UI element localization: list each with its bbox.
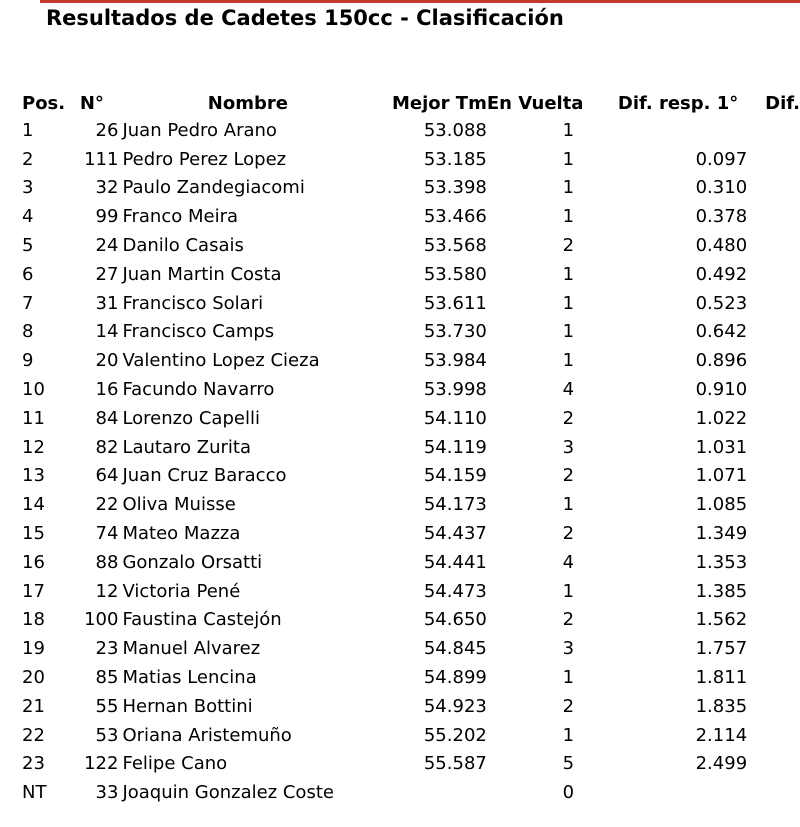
cell-lap: 2 bbox=[562, 235, 575, 257]
cell-no: 111 bbox=[84, 148, 119, 170]
cell-name[interactable]: Lorenzo Capelli bbox=[122, 407, 260, 429]
table-row bbox=[22, 231, 800, 260]
cell-lap: 1 bbox=[562, 206, 575, 228]
cell-no: 55 bbox=[95, 695, 119, 717]
cell-best: 53.611 bbox=[423, 292, 487, 314]
table-row bbox=[22, 433, 800, 462]
cell-lap: 2 bbox=[562, 465, 575, 487]
cell-pos: 19 bbox=[22, 638, 45, 660]
cell-dif bbox=[765, 692, 800, 721]
cell-dif bbox=[765, 116, 800, 145]
table-row bbox=[22, 663, 800, 692]
header-pos: Pos. bbox=[22, 92, 66, 114]
cell-pos: 10 bbox=[22, 379, 45, 401]
cell-pos: 23 bbox=[22, 753, 45, 775]
cell-dif bbox=[765, 778, 800, 807]
cell-lap: 3 bbox=[562, 436, 575, 458]
cell-best: 54.923 bbox=[423, 695, 487, 717]
cell-no: 85 bbox=[95, 667, 119, 689]
table-row bbox=[22, 548, 800, 577]
cell-dif1: 0.910 bbox=[695, 379, 748, 401]
table-header-row bbox=[22, 90, 800, 116]
cell-pos: 20 bbox=[22, 667, 45, 689]
table-row bbox=[22, 462, 800, 491]
cell-dif bbox=[765, 663, 800, 692]
cell-name[interactable]: Oliva Muisse bbox=[122, 494, 236, 516]
cell-name[interactable]: Paulo Zandegiacomi bbox=[122, 177, 305, 199]
cell-pos: 3 bbox=[22, 177, 34, 199]
cell-no: 84 bbox=[95, 407, 119, 429]
cell-dif bbox=[765, 548, 800, 577]
cell-lap: 1 bbox=[562, 263, 575, 285]
cell-pos: NT bbox=[22, 782, 47, 804]
cell-dif bbox=[765, 462, 800, 491]
cell-best: 53.998 bbox=[423, 379, 487, 401]
cell-no: 122 bbox=[84, 753, 119, 775]
cell-dif1 bbox=[618, 116, 765, 145]
cell-dif bbox=[765, 289, 800, 318]
cell-no: 27 bbox=[95, 263, 119, 285]
header-dif: Dif. bbox=[765, 92, 800, 114]
cell-dif bbox=[765, 606, 800, 635]
cell-dif1: 2.114 bbox=[695, 724, 748, 746]
cell-dif bbox=[765, 145, 800, 174]
table-row bbox=[22, 750, 800, 779]
table-row bbox=[22, 721, 800, 750]
table-row bbox=[22, 145, 800, 174]
cell-best: 54.119 bbox=[423, 436, 487, 458]
cell-dif bbox=[765, 519, 800, 548]
cell-pos: 5 bbox=[22, 235, 34, 257]
cell-dif bbox=[765, 721, 800, 750]
cell-pos: 9 bbox=[22, 350, 34, 372]
table-row bbox=[22, 490, 800, 519]
cell-lap: 4 bbox=[562, 551, 575, 573]
cell-pos: 1 bbox=[22, 119, 34, 141]
cell-best: 53.984 bbox=[423, 350, 487, 372]
cell-dif bbox=[765, 318, 800, 347]
cell-dif1 bbox=[618, 778, 765, 807]
cell-no: 22 bbox=[95, 494, 119, 516]
cell-name[interactable]: Franco Meira bbox=[122, 206, 239, 228]
table-row bbox=[22, 116, 800, 145]
cell-dif1: 0.310 bbox=[695, 177, 748, 199]
cell-dif bbox=[765, 433, 800, 462]
top-rule bbox=[40, 0, 800, 3]
cell-no: 20 bbox=[95, 350, 119, 372]
cell-pos: 2 bbox=[22, 148, 34, 170]
cell-dif bbox=[765, 174, 800, 203]
cell-dif bbox=[765, 202, 800, 231]
cell-pos: 18 bbox=[22, 609, 45, 631]
cell-pos: 15 bbox=[22, 523, 45, 545]
cell-dif1: 2.499 bbox=[695, 753, 748, 775]
results-table bbox=[22, 90, 800, 807]
cell-no: 31 bbox=[95, 292, 119, 314]
cell-pos: 22 bbox=[22, 724, 45, 746]
cell-name[interactable]: Danilo Casais bbox=[122, 235, 244, 257]
cell-dif1: 1.349 bbox=[695, 523, 748, 545]
table-row bbox=[22, 606, 800, 635]
cell-name[interactable]: Faustina Castejón bbox=[122, 609, 282, 631]
cell-lap: 4 bbox=[562, 379, 575, 401]
cell-name[interactable]: Hernan Bottini bbox=[122, 695, 253, 717]
cell-name[interactable]: Felipe Cano bbox=[122, 753, 228, 775]
cell-name[interactable]: Francisco Solari bbox=[122, 292, 264, 314]
cell-lap: 1 bbox=[562, 148, 575, 170]
cell-lap: 2 bbox=[562, 609, 575, 631]
cell-no: 26 bbox=[95, 119, 119, 141]
cell-pos: 14 bbox=[22, 494, 45, 516]
cell-no: 99 bbox=[95, 206, 119, 228]
cell-pos: 4 bbox=[22, 206, 34, 228]
cell-best bbox=[377, 778, 487, 807]
cell-lap: 2 bbox=[562, 523, 575, 545]
cell-lap: 1 bbox=[562, 494, 575, 516]
cell-best: 54.173 bbox=[423, 494, 487, 516]
cell-best: 53.580 bbox=[423, 263, 487, 285]
cell-best: 54.473 bbox=[423, 580, 487, 602]
cell-name[interactable]: Gonzalo Orsatti bbox=[122, 551, 263, 573]
cell-pos: 8 bbox=[22, 321, 34, 343]
cell-dif bbox=[765, 750, 800, 779]
cell-pos: 16 bbox=[22, 551, 45, 573]
cell-no: 53 bbox=[95, 724, 119, 746]
cell-dif1: 1.022 bbox=[695, 407, 748, 429]
cell-no: 16 bbox=[95, 379, 119, 401]
table-row bbox=[22, 174, 800, 203]
cell-dif1: 1.031 bbox=[695, 436, 748, 458]
cell-lap: 2 bbox=[562, 695, 575, 717]
cell-dif bbox=[765, 490, 800, 519]
cell-lap: 3 bbox=[562, 638, 575, 660]
header-no: N° bbox=[79, 92, 104, 114]
cell-dif bbox=[765, 634, 800, 663]
cell-lap: 1 bbox=[562, 119, 575, 141]
cell-best: 53.398 bbox=[423, 177, 487, 199]
cell-dif1: 1.071 bbox=[695, 465, 748, 487]
cell-name[interactable]: Mateo Mazza bbox=[122, 523, 241, 545]
header-lap: En Vuelta bbox=[486, 92, 584, 114]
cell-lap: 1 bbox=[562, 724, 575, 746]
cell-no: 23 bbox=[95, 638, 119, 660]
table-row bbox=[22, 519, 800, 548]
cell-dif bbox=[765, 231, 800, 260]
cell-name[interactable]: Francisco Camps bbox=[122, 321, 275, 343]
cell-no: 24 bbox=[95, 235, 119, 257]
cell-name[interactable]: Pedro Perez Lopez bbox=[122, 148, 287, 170]
cell-no: 14 bbox=[95, 321, 119, 343]
table-row bbox=[22, 260, 800, 289]
table-row bbox=[22, 404, 800, 433]
cell-dif bbox=[765, 577, 800, 606]
cell-dif1: 0.480 bbox=[695, 235, 748, 257]
table-row bbox=[22, 634, 800, 663]
cell-name[interactable]: Joaquin Gonzalez Coste bbox=[122, 782, 334, 804]
cell-best: 54.899 bbox=[423, 667, 487, 689]
cell-best: 53.466 bbox=[423, 206, 487, 228]
cell-lap: 1 bbox=[562, 292, 575, 314]
cell-dif1: 1.353 bbox=[695, 551, 748, 573]
cell-name[interactable]: Manuel Alvarez bbox=[122, 638, 261, 660]
cell-dif1: 1.757 bbox=[695, 638, 748, 660]
cell-best: 55.202 bbox=[423, 724, 487, 746]
cell-best: 53.568 bbox=[423, 235, 487, 257]
cell-lap: 1 bbox=[562, 321, 575, 343]
cell-dif1: 0.896 bbox=[695, 350, 748, 372]
cell-dif1: 0.523 bbox=[695, 292, 748, 314]
table-row bbox=[22, 778, 800, 807]
cell-dif bbox=[765, 260, 800, 289]
cell-dif1: 0.097 bbox=[695, 148, 748, 170]
cell-pos: 6 bbox=[22, 263, 34, 285]
cell-best: 54.159 bbox=[423, 465, 487, 487]
cell-lap: 1 bbox=[562, 350, 575, 372]
cell-best: 54.110 bbox=[423, 407, 487, 429]
cell-best: 53.730 bbox=[423, 321, 487, 343]
cell-no: 88 bbox=[95, 551, 119, 573]
cell-name[interactable]: Juan Martin Costa bbox=[122, 263, 282, 285]
cell-dif1: 1.085 bbox=[695, 494, 748, 516]
table-row bbox=[22, 692, 800, 721]
cell-lap: 1 bbox=[562, 177, 575, 199]
cell-best: 53.088 bbox=[423, 119, 487, 141]
cell-pos: 11 bbox=[22, 407, 45, 429]
cell-name[interactable]: Valentino Lopez Cieza bbox=[122, 350, 320, 372]
cell-name[interactable]: Facundo Navarro bbox=[122, 379, 275, 401]
cell-no: 12 bbox=[95, 580, 119, 602]
cell-lap: 1 bbox=[562, 580, 575, 602]
cell-dif1: 0.378 bbox=[695, 206, 748, 228]
cell-name[interactable]: Oriana Aristemuño bbox=[122, 724, 292, 746]
cell-pos: 17 bbox=[22, 580, 45, 602]
cell-lap: 0 bbox=[562, 782, 575, 804]
cell-pos: 12 bbox=[22, 436, 45, 458]
cell-dif bbox=[765, 375, 800, 404]
cell-dif1: 1.811 bbox=[695, 667, 748, 689]
cell-best: 54.845 bbox=[423, 638, 487, 660]
cell-dif1: 1.385 bbox=[695, 580, 748, 602]
cell-pos: 21 bbox=[22, 695, 45, 717]
cell-best: 53.185 bbox=[423, 148, 487, 170]
cell-no: 33 bbox=[95, 782, 119, 804]
cell-dif bbox=[765, 404, 800, 433]
cell-best: 55.587 bbox=[423, 753, 487, 775]
cell-no: 74 bbox=[95, 523, 119, 545]
cell-name[interactable]: Victoria Pené bbox=[122, 580, 241, 602]
header-name: Nombre bbox=[207, 92, 288, 114]
cell-name[interactable]: Matias Lencina bbox=[122, 667, 257, 689]
cell-name[interactable]: Juan Cruz Baracco bbox=[122, 465, 287, 487]
table-row bbox=[22, 346, 800, 375]
cell-dif1: 0.492 bbox=[695, 263, 748, 285]
header-dif1: Dif. resp. 1° bbox=[617, 92, 739, 114]
cell-dif bbox=[765, 346, 800, 375]
table-row bbox=[22, 202, 800, 231]
cell-best: 54.441 bbox=[423, 551, 487, 573]
cell-best: 54.650 bbox=[423, 609, 487, 631]
cell-lap: 2 bbox=[562, 407, 575, 429]
cell-dif1: 1.562 bbox=[695, 609, 748, 631]
cell-lap: 1 bbox=[562, 667, 575, 689]
cell-pos: 7 bbox=[22, 292, 34, 314]
cell-pos: 13 bbox=[22, 465, 45, 487]
page-title: Resultados de Cadetes 150cc - Clasificación bbox=[46, 6, 564, 30]
cell-name[interactable]: Lautaro Zurita bbox=[122, 436, 251, 458]
table-row bbox=[22, 289, 800, 318]
cell-no: 64 bbox=[95, 465, 119, 487]
table-row bbox=[22, 375, 800, 404]
table-row bbox=[22, 318, 800, 347]
cell-no: 100 bbox=[84, 609, 119, 631]
cell-dif1: 0.642 bbox=[695, 321, 748, 343]
cell-name[interactable]: Juan Pedro Arano bbox=[122, 119, 277, 141]
cell-best: 54.437 bbox=[423, 523, 487, 545]
cell-dif1: 1.835 bbox=[695, 695, 748, 717]
header-best: Mejor Tm bbox=[392, 92, 487, 114]
cell-no: 32 bbox=[95, 177, 119, 199]
cell-lap: 5 bbox=[562, 753, 575, 775]
table-row bbox=[22, 577, 800, 606]
cell-no: 82 bbox=[95, 436, 119, 458]
